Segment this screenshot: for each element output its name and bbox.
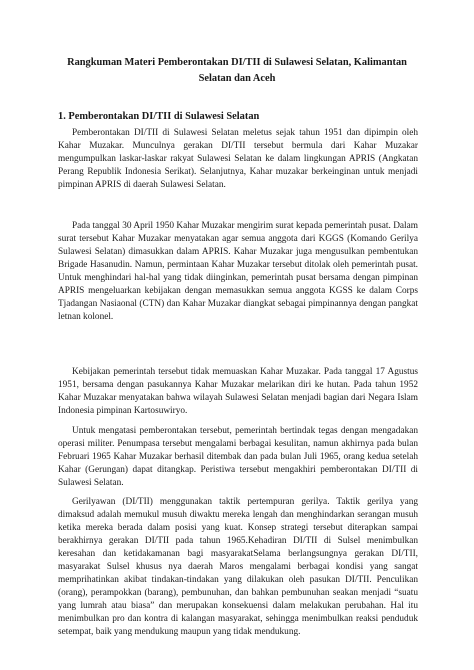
paragraph-2: Pada tanggal 30 April 1950 Kahar Muzakar mengirim surat kepada pemerintah pusat. Dalam surat tersebut Kahar Muzakar menyatakan agar semua anggota dari KGGS (Komando Gerilya Sulawesi Selatan) dimasukkan dalam APRIS. Kahar Muzakar juga mengusulkan pembentukan Brigade Hasanudin. Namun, permintaan Kahar Muzakar tersebut ditolak oleh pemerintah pusat. Untuk menghindari hal-hal yang tidak diinginkan, pemerintah pusat bersama dengan pimpinan APRIS mengeluarkan kebijakan dengan memasukkan semua anggota KGSS ke dalam Corps Tjadangan Nasiaonal (CTN) dan Kahar Muzakar diangkat sebagai pimpinannya dengan pangkat letnan kolonel. [58,221,418,322]
section-heading: 1. Pemberontakan DI/TII di Sulawesi Selatan [58,111,260,122]
paragraph-3: Kebijakan pemerintah tersebut tidak memuaskan Kahar Muzakar. Pada tanggal 17 Agustus 1951, bersama dengan pasukannya Kahar Muzakar melarikan diri ke hutan. Pada tahun 1952 Kahar Muzakar menyatakan bahwa wilayah Sulawesi Selatan menjadi bagian dari Negara Islam Indonesia pimpinan Kartosuwiryo. [58,367,418,416]
paragraph-5: Gerilyawan (DI/TII) menggunakan taktik pertempuran gerilya. Taktik gerilya yang dimaksud adalah memukul musuh diwaktu mereka lengah dan menghindarkan serangan musuh ketika mereka berada dalam posisi yang kuat. Konsep strategi tersebut diterapkan sampai berakhirnya gerakan DI/TII pada tahun 1965.Kehadiran DI/TII di Sulsel menimbulkan keresahan dan ketidakamanan bagi masyarakatSelama berlangsungnya gerakan DI/TII, masyarakat Sulsel khusus nya daerah Maros mengalami berbagai kondisi yang sangat memprihatinkan akibat tindakan-tindakan yang dilakukan oleh pasukan DI/TII. Penculikan (orang), perampokkan (barang), pembunuhan, dan bahkan pembunuhan seakan menjadi “suatu yang lumrah atau biasa” dan merupakan konsekuensi dalam melakukan perubahan. Hal itu menimbulkan pro dan kontra di kalangan masyarakat, sehingga menimbulkan reaksi penduduk setempat, baik yang mendukung maupun yang tidak mendukung. [58,497,418,637]
paragraph-4: Untuk mengatasi pemberontakan tersebut, pemerintah bertindak tegas dengan mengadakan operasi militer. Penumpasa tersebut mengalami berbagai kesulitan, namun akhirnya pada bulan Februari 1965 Kahar Muzakar berhasil ditembak dan pada bulan Juli 1965, orang kedua setelah Kahar (Gerungan) dapat ditangkap. Peristiwa tersebut mengakhiri pemberontakan DI/TII di Sulawesi Selatan. [58,426,418,488]
document-title: Rangkuman Materi Pemberontakan DI/TII di Sulawesi Selatan, Kalimantan Selatan dan Aceh [67,57,407,84]
paragraph-1: Pemberontakan DI/TII di Sulawesi Selatan meletus sejak tahun 1951 dan dipimpin oleh Kahar Muzakar. Munculnya gerakan DI/TII tersebut bermula dari Kahar Muzakar mengumpulkan laskar-laskar rakyat Sulawesi Selatan ke dalam lingkungan APRIS (Angkatan Perang Republik Indonesia Serikat). Selanjutnya, Kahar muzakar berkeinginan untuk menjadi pimpinan APRIS di daerah Sulawesi Selatan. [58,128,418,190]
